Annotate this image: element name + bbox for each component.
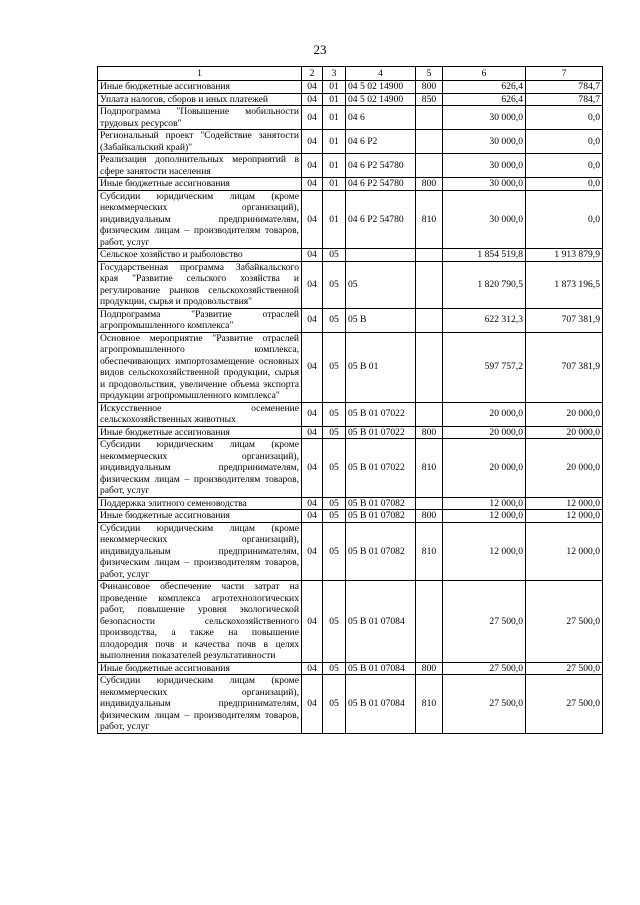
table-row bbox=[98, 402, 603, 426]
table-row bbox=[98, 675, 603, 734]
table-row bbox=[98, 522, 603, 581]
column-header: 2 bbox=[302, 67, 323, 81]
row-subsection: 05 bbox=[323, 308, 346, 332]
row-expense-type: 800 bbox=[416, 662, 443, 675]
table-row bbox=[98, 439, 603, 498]
row-amount-year-2: 0,0 bbox=[526, 154, 603, 178]
row-name: Подпрограмма "Повышение мобильности трудовых ресурсов" bbox=[98, 106, 302, 130]
row-target-article: 05 В 01 07022 bbox=[346, 439, 416, 498]
header-row bbox=[98, 67, 603, 81]
row-name: Субсидии юридическим лицам (кроме некоммерческих организаций), индивидуальным предпринимателям, физическим лицам – производителям товаров, работ, услуг bbox=[98, 439, 302, 498]
row-name: Финансовое обеспечение части затрат на проведение комплекса агротехнологических работ, повышение уровня экологической безопасности сельскохозяйственного производства, а также на повышение плодородия почв и качества почв в целях выполнения показателей результативности bbox=[98, 581, 302, 663]
table-row bbox=[98, 154, 603, 178]
row-section: 04 bbox=[302, 439, 323, 498]
row-section: 04 bbox=[302, 261, 323, 308]
row-expense-type: 810 bbox=[416, 522, 443, 581]
budget-table bbox=[97, 66, 603, 734]
row-name: Поддержка элитного семеноводства bbox=[98, 497, 302, 510]
row-amount-year-1: 30 000,0 bbox=[443, 106, 526, 130]
row-amount-year-1: 1 820 790,5 bbox=[443, 261, 526, 308]
row-expense-type: 800 bbox=[416, 178, 443, 191]
row-section: 04 bbox=[302, 93, 323, 106]
row-subsection: 01 bbox=[323, 93, 346, 106]
row-subsection: 01 bbox=[323, 178, 346, 191]
row-section: 04 bbox=[302, 332, 323, 402]
row-target-article: 05 В 01 bbox=[346, 332, 416, 402]
row-section: 04 bbox=[302, 662, 323, 675]
row-name: Иные бюджетные ассигнования bbox=[98, 510, 302, 523]
row-name: Иные бюджетные ассигнования bbox=[98, 662, 302, 675]
row-amount-year-2: 1 873 196,5 bbox=[526, 261, 603, 308]
row-expense-type bbox=[416, 154, 443, 178]
row-amount-year-2: 0,0 bbox=[526, 190, 603, 249]
row-target-article: 04 5 02 14900 bbox=[346, 81, 416, 94]
table-row bbox=[98, 190, 603, 249]
row-amount-year-2: 20 000,0 bbox=[526, 439, 603, 498]
row-target-article: 05 В 01 07082 bbox=[346, 510, 416, 523]
row-subsection: 01 bbox=[323, 81, 346, 94]
table-row bbox=[98, 261, 603, 308]
row-name: Иные бюджетные ассигнования bbox=[98, 426, 302, 439]
row-amount-year-2: 0,0 bbox=[526, 106, 603, 130]
column-header: 4 bbox=[346, 67, 416, 81]
row-section: 04 bbox=[302, 581, 323, 663]
row-target-article: 04 6 P2 54780 bbox=[346, 154, 416, 178]
row-amount-year-2: 784,7 bbox=[526, 81, 603, 94]
row-expense-type: 800 bbox=[416, 81, 443, 94]
row-expense-type bbox=[416, 261, 443, 308]
row-expense-type: 800 bbox=[416, 510, 443, 523]
table-row bbox=[98, 497, 603, 510]
table-row bbox=[98, 308, 603, 332]
row-amount-year-1: 20 000,0 bbox=[443, 402, 526, 426]
row-section: 04 bbox=[302, 81, 323, 94]
row-expense-type bbox=[416, 249, 443, 262]
row-subsection: 05 bbox=[323, 426, 346, 439]
row-subsection: 05 bbox=[323, 249, 346, 262]
row-section: 04 bbox=[302, 497, 323, 510]
row-expense-type: 810 bbox=[416, 439, 443, 498]
row-amount-year-1: 27 500,0 bbox=[443, 581, 526, 663]
row-target-article: 05 В 01 07084 bbox=[346, 581, 416, 663]
row-expense-type bbox=[416, 581, 443, 663]
row-target-article: 04 6 P2 54780 bbox=[346, 190, 416, 249]
row-subsection: 05 bbox=[323, 581, 346, 663]
column-header: 5 bbox=[416, 67, 443, 81]
row-name: Подпрограмма "Развитие отраслей агропромышленного комплекса" bbox=[98, 308, 302, 332]
row-subsection: 05 bbox=[323, 402, 346, 426]
row-amount-year-1: 30 000,0 bbox=[443, 154, 526, 178]
row-amount-year-2: 20 000,0 bbox=[526, 402, 603, 426]
row-amount-year-1: 20 000,0 bbox=[443, 439, 526, 498]
row-section: 04 bbox=[302, 522, 323, 581]
row-name: Государственная программа Забайкальского края "Развитие сельского хозяйства и регулирование рынков сельскохозяйственной продукции, сырья и продовольствия" bbox=[98, 261, 302, 308]
row-amount-year-2: 12 000,0 bbox=[526, 510, 603, 523]
row-section: 04 bbox=[302, 675, 323, 734]
row-section: 04 bbox=[302, 154, 323, 178]
row-target-article: 05 bbox=[346, 261, 416, 308]
row-expense-type: 850 bbox=[416, 93, 443, 106]
row-amount-year-2: 27 500,0 bbox=[526, 662, 603, 675]
row-amount-year-2: 0,0 bbox=[526, 178, 603, 191]
row-section: 04 bbox=[302, 402, 323, 426]
row-name: Основное мероприятие "Развитие отраслей агропромышленного комплекса, обеспечивающих импортозамещение основных видов сельскохозяйственной продукции, сырья и продовольствия, увеличение объема экспорта продукции агропромышленного комплекса" bbox=[98, 332, 302, 402]
row-amount-year-2: 707 381,9 bbox=[526, 308, 603, 332]
row-amount-year-1: 20 000,0 bbox=[443, 426, 526, 439]
row-amount-year-1: 12 000,0 bbox=[443, 510, 526, 523]
row-amount-year-2: 27 500,0 bbox=[526, 581, 603, 663]
row-subsection: 01 bbox=[323, 190, 346, 249]
row-section: 04 bbox=[302, 426, 323, 439]
row-target-article: 05 В 01 07022 bbox=[346, 402, 416, 426]
row-expense-type bbox=[416, 402, 443, 426]
row-amount-year-2: 1 913 879,9 bbox=[526, 249, 603, 262]
row-expense-type: 800 bbox=[416, 426, 443, 439]
row-amount-year-1: 27 500,0 bbox=[443, 675, 526, 734]
row-amount-year-2: 0,0 bbox=[526, 130, 603, 154]
row-section: 04 bbox=[302, 178, 323, 191]
page-number: 23 bbox=[313, 42, 327, 57]
row-section: 04 bbox=[302, 130, 323, 154]
row-expense-type: 810 bbox=[416, 675, 443, 734]
row-subsection: 01 bbox=[323, 130, 346, 154]
row-amount-year-1: 12 000,0 bbox=[443, 497, 526, 510]
row-name: Искусственное осеменение сельскохозяйственных животных bbox=[98, 402, 302, 426]
row-name: Реализация дополнительных мероприятий в сфере занятости населения bbox=[98, 154, 302, 178]
row-expense-type bbox=[416, 308, 443, 332]
table-row bbox=[98, 249, 603, 262]
row-target-article: 04 6 P2 bbox=[346, 130, 416, 154]
row-amount-year-1: 622 312,3 bbox=[443, 308, 526, 332]
column-header: 1 bbox=[98, 67, 302, 81]
row-expense-type bbox=[416, 332, 443, 402]
row-expense-type bbox=[416, 106, 443, 130]
row-name: Уплата налогов, сборов и иных платежей bbox=[98, 93, 302, 106]
row-target-article: 05 В bbox=[346, 308, 416, 332]
row-name: Региональный проект "Содействие занятости (Забайкальский край)" bbox=[98, 130, 302, 154]
column-header: 6 bbox=[443, 67, 526, 81]
row-amount-year-2: 20 000,0 bbox=[526, 426, 603, 439]
row-expense-type bbox=[416, 497, 443, 510]
row-target-article: 04 6 P2 54780 bbox=[346, 178, 416, 191]
row-section: 04 bbox=[302, 308, 323, 332]
row-section: 04 bbox=[302, 510, 323, 523]
row-subsection: 01 bbox=[323, 106, 346, 130]
row-section: 04 bbox=[302, 106, 323, 130]
row-target-article: 05 В 01 07084 bbox=[346, 675, 416, 734]
row-subsection: 05 bbox=[323, 332, 346, 402]
table-row bbox=[98, 510, 603, 523]
table-row bbox=[98, 332, 603, 402]
row-name: Субсидии юридическим лицам (кроме некоммерческих организаций), индивидуальным предпринимателям, физическим лицам – производителям товаров, работ, услуг bbox=[98, 522, 302, 581]
row-amount-year-2: 12 000,0 bbox=[526, 522, 603, 581]
row-subsection: 05 bbox=[323, 662, 346, 675]
row-subsection: 05 bbox=[323, 497, 346, 510]
row-amount-year-1: 27 500,0 bbox=[443, 662, 526, 675]
row-target-article: 04 5 02 14900 bbox=[346, 93, 416, 106]
row-section: 04 bbox=[302, 249, 323, 262]
row-expense-type: 810 bbox=[416, 190, 443, 249]
table-row bbox=[98, 93, 603, 106]
row-name: Иные бюджетные ассигнования bbox=[98, 81, 302, 94]
row-subsection: 05 bbox=[323, 439, 346, 498]
row-target-article: 05 В 01 07082 bbox=[346, 497, 416, 510]
table-row bbox=[98, 426, 603, 439]
row-target-article: 05 В 01 07082 bbox=[346, 522, 416, 581]
row-amount-year-1: 30 000,0 bbox=[443, 190, 526, 249]
column-header: 7 bbox=[526, 67, 603, 81]
row-section: 04 bbox=[302, 190, 323, 249]
table-row bbox=[98, 106, 603, 130]
table-row bbox=[98, 178, 603, 191]
row-subsection: 05 bbox=[323, 510, 346, 523]
table-row bbox=[98, 81, 603, 94]
row-expense-type bbox=[416, 130, 443, 154]
row-name: Сельское хозяйство и рыболовство bbox=[98, 249, 302, 262]
table-row bbox=[98, 662, 603, 675]
row-target-article bbox=[346, 249, 416, 262]
row-subsection: 05 bbox=[323, 675, 346, 734]
row-amount-year-1: 597 757,2 bbox=[443, 332, 526, 402]
row-subsection: 05 bbox=[323, 261, 346, 308]
row-name: Иные бюджетные ассигнования bbox=[98, 178, 302, 191]
row-name: Субсидии юридическим лицам (кроме некоммерческих организаций), индивидуальным предпринимателям, физическим лицам – производителям товаров, работ, услуг bbox=[98, 675, 302, 734]
row-amount-year-1: 30 000,0 bbox=[443, 178, 526, 191]
table-row bbox=[98, 581, 603, 663]
row-name: Субсидии юридическим лицам (кроме некоммерческих организаций), индивидуальным предпринимателям, физическим лицам – производителям товаров, работ, услуг bbox=[98, 190, 302, 249]
row-amount-year-1: 1 854 519,8 bbox=[443, 249, 526, 262]
row-subsection: 05 bbox=[323, 522, 346, 581]
table-body bbox=[98, 81, 603, 734]
row-amount-year-2: 12 000,0 bbox=[526, 497, 603, 510]
table-row bbox=[98, 130, 603, 154]
row-amount-year-1: 626,4 bbox=[443, 93, 526, 106]
row-amount-year-2: 27 500,0 bbox=[526, 675, 603, 734]
row-target-article: 05 В 01 07022 bbox=[346, 426, 416, 439]
row-subsection: 01 bbox=[323, 154, 346, 178]
row-target-article: 05 В 01 07084 bbox=[346, 662, 416, 675]
column-header: 3 bbox=[323, 67, 346, 81]
row-amount-year-1: 30 000,0 bbox=[443, 130, 526, 154]
row-amount-year-2: 784,7 bbox=[526, 93, 603, 106]
row-amount-year-1: 626,4 bbox=[443, 81, 526, 94]
row-amount-year-2: 707 381,9 bbox=[526, 332, 603, 402]
row-amount-year-1: 12 000,0 bbox=[443, 522, 526, 581]
row-target-article: 04 6 bbox=[346, 106, 416, 130]
